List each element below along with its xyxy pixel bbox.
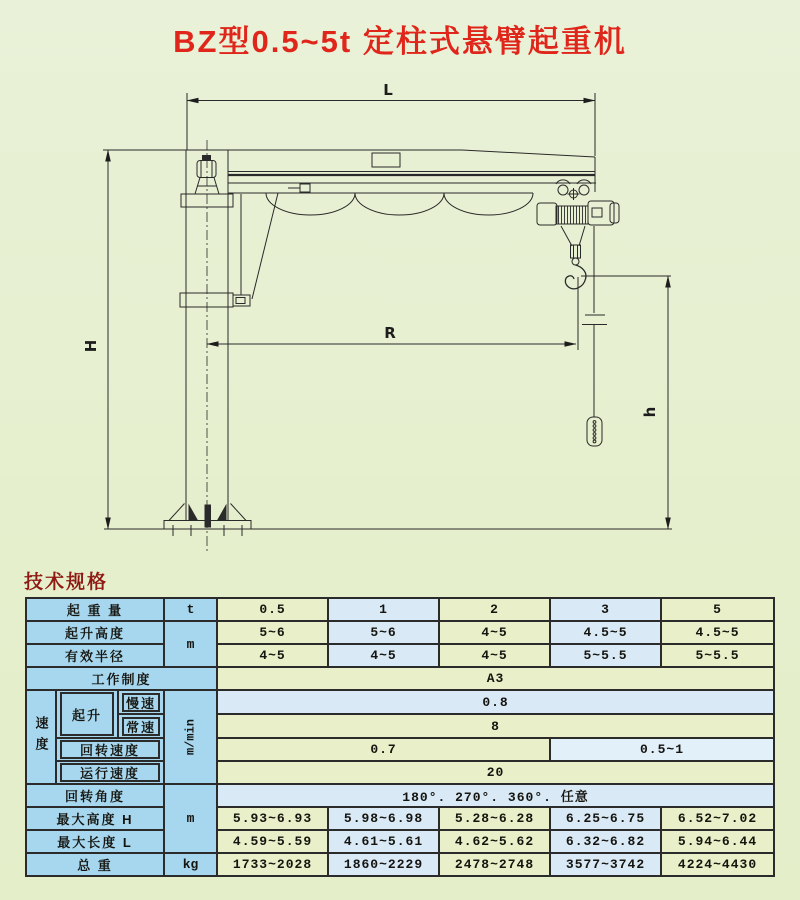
slewing-angle-value: 180°. 270°. 360°. 任意 xyxy=(217,784,774,807)
max-length-label: 最大长度 L xyxy=(26,830,164,853)
max-height-value: 5.98~6.98 xyxy=(328,807,439,830)
dimension-H xyxy=(103,150,187,529)
speed-normal-value: 8 xyxy=(217,714,774,738)
max-height-label: 最大高度 H xyxy=(26,807,164,830)
duty-class-label: 工作制度 xyxy=(26,667,217,690)
effective-radius-value: 4~5 xyxy=(328,644,439,667)
effective-radius-value: 5~5.5 xyxy=(661,644,774,667)
lifting-height-value: 4.5~5 xyxy=(550,621,661,644)
speed-slow-label: 慢速 xyxy=(118,690,164,714)
row-speed-normal xyxy=(26,714,774,738)
capacity-value: 1 xyxy=(328,598,439,621)
festoon-cables xyxy=(266,193,533,215)
capacity-value: 3 xyxy=(550,598,661,621)
capacity-unit: t xyxy=(164,598,217,621)
max-length-value: 6.32~6.82 xyxy=(550,830,661,853)
speed-travel-label: 运行速度 xyxy=(56,761,164,784)
hook xyxy=(561,226,586,289)
total-weight-value: 4224~4430 xyxy=(661,853,774,876)
speed-slewing-value-a: 0.7 xyxy=(217,738,550,761)
slewing-angle-label: 回转角度 xyxy=(26,784,164,807)
row-capacity xyxy=(26,598,774,621)
total-weight-value: 2478~2748 xyxy=(439,853,550,876)
dim-label-H: H xyxy=(82,339,100,353)
effective-radius-value: 4~5 xyxy=(439,644,550,667)
row-total-weight xyxy=(26,853,774,876)
row-slewing-angle xyxy=(26,784,774,807)
section-heading: 技术规格 xyxy=(24,572,109,593)
capacity-value: 2 xyxy=(439,598,550,621)
effective-radius-value: 4~5 xyxy=(217,644,328,667)
speed-group-label: 速度 xyxy=(26,690,56,784)
max-length-value: 4.59~5.59 xyxy=(217,830,328,853)
row-speed-travel xyxy=(26,761,774,784)
pendant-control xyxy=(582,226,607,446)
row-max-length xyxy=(26,830,774,853)
duty-class-value: A3 xyxy=(217,667,774,690)
total-weight-value: 1860~2229 xyxy=(328,853,439,876)
hoist-trolley xyxy=(537,180,619,225)
dim-label-h: h xyxy=(641,406,659,418)
capacity-value: 0.5 xyxy=(217,598,328,621)
length-unit: m xyxy=(164,784,217,853)
lifting-height-value: 5~6 xyxy=(217,621,328,644)
lifting-height-label: 起升高度 xyxy=(26,621,164,644)
lifting-height-value: 4~5 xyxy=(439,621,550,644)
jib-beam xyxy=(187,150,596,193)
max-length-value: 4.62~5.62 xyxy=(439,830,550,853)
max-length-value: 5.94~6.44 xyxy=(661,830,774,853)
speed-travel-value: 20 xyxy=(217,761,774,784)
capacity-value: 5 xyxy=(661,598,774,621)
effective-radius-value: 5~5.5 xyxy=(550,644,661,667)
speed-unit: m/min xyxy=(164,690,217,784)
speed-slewing-label: 回转速度 xyxy=(56,738,164,761)
page-title: BZ型0.5~5t 定柱式悬臂起重机 xyxy=(173,24,627,59)
max-height-value: 5.93~6.93 xyxy=(217,807,328,830)
dim-label-L: L xyxy=(383,81,393,99)
row-speed-slewing xyxy=(26,738,774,761)
speed-normal-label: 常速 xyxy=(118,714,164,738)
column-base xyxy=(164,504,251,537)
row-effective-radius xyxy=(26,644,774,667)
effective-radius-label: 有效半径 xyxy=(26,644,164,667)
speed-slewing-value-b: 0.5~1 xyxy=(550,738,774,761)
lifting-height-unit: m xyxy=(164,621,217,667)
column xyxy=(186,140,228,552)
speed-lift-label: 起升 xyxy=(56,690,118,738)
row-duty-class xyxy=(26,667,774,690)
row-lifting-height xyxy=(26,621,774,644)
total-weight-value: 3577~3742 xyxy=(550,853,661,876)
max-height-value: 6.52~7.02 xyxy=(661,807,774,830)
max-height-value: 6.25~6.75 xyxy=(550,807,661,830)
total-weight-value: 1733~2028 xyxy=(217,853,328,876)
row-max-height xyxy=(26,807,774,830)
lifting-height-value: 4.5~5 xyxy=(661,621,774,644)
total-weight-label: 总 重 xyxy=(26,853,164,876)
max-height-value: 5.28~6.28 xyxy=(439,807,550,830)
row-speed-slow xyxy=(26,690,774,714)
total-weight-unit: kg xyxy=(164,853,217,876)
max-length-value: 4.61~5.61 xyxy=(328,830,439,853)
capacity-label: 起 重 量 xyxy=(26,598,164,621)
dimension-L xyxy=(187,93,595,156)
spec-table xyxy=(25,597,775,877)
lifting-height-value: 5~6 xyxy=(328,621,439,644)
dim-label-R: R xyxy=(384,324,396,342)
speed-slow-value: 0.8 xyxy=(217,690,774,714)
slewing-frame xyxy=(180,193,278,307)
